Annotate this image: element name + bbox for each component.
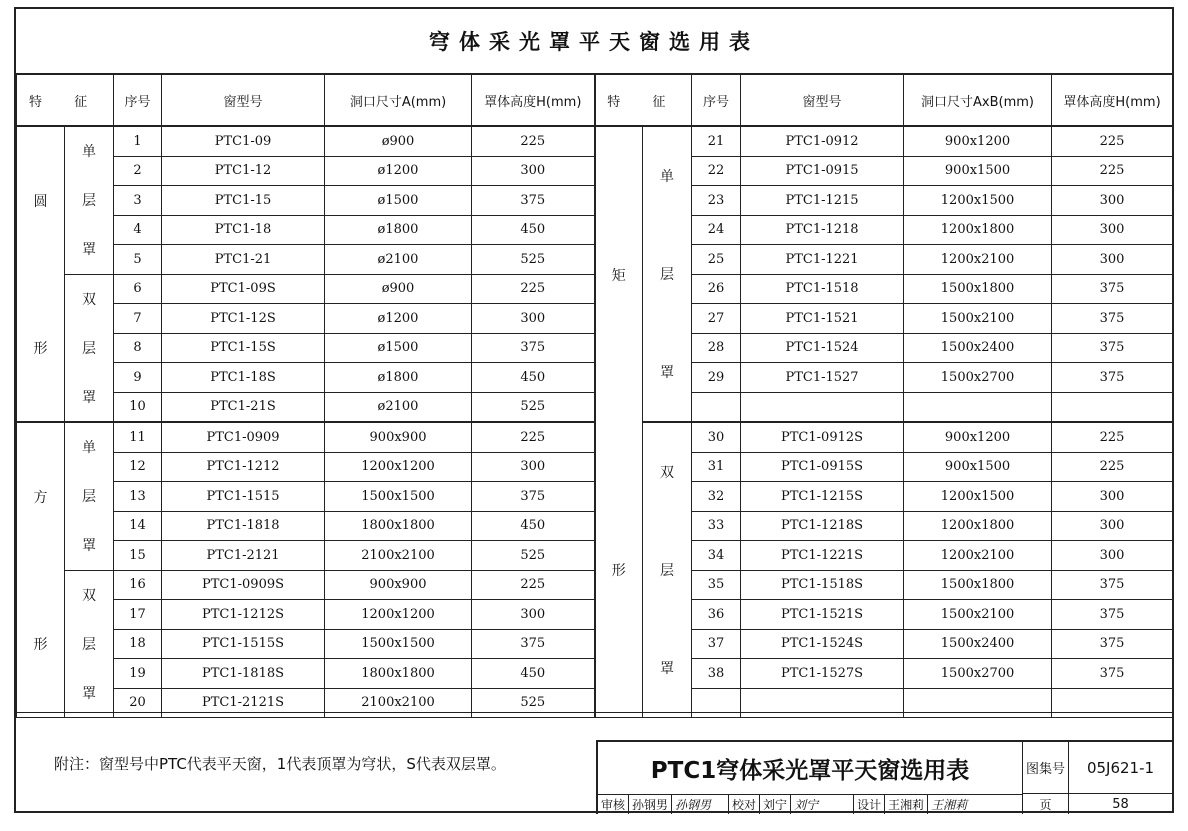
seq-cell: 18 xyxy=(114,629,162,659)
seq-cell: 19 xyxy=(114,659,162,689)
model-cell: PTC1-2121 xyxy=(162,541,325,571)
layer-label-char: 单 xyxy=(660,169,675,185)
shape-label-char: 矩 xyxy=(611,267,626,284)
shape-label xyxy=(595,126,643,718)
seq-cell: 7 xyxy=(114,304,162,334)
height-cell: 375 xyxy=(1052,333,1173,363)
header-height-left: 罩体高度H(mm) xyxy=(472,75,595,127)
model-cell: PTC1-1818 xyxy=(162,511,325,541)
layer-label xyxy=(643,422,692,718)
height-cell: 375 xyxy=(472,482,595,512)
seq-cell: 3 xyxy=(114,186,162,216)
height-cell: 300 xyxy=(472,600,595,630)
height-cell: 375 xyxy=(1052,274,1173,304)
layer-label-text xyxy=(65,571,113,718)
model-cell: PTC1-0909S xyxy=(162,570,325,600)
model-cell: PTC1-0912S xyxy=(741,422,904,452)
seq-cell: 22 xyxy=(692,156,741,186)
height-cell: 300 xyxy=(1052,541,1173,571)
seq-cell: 38 xyxy=(692,659,741,689)
seq-cell: 33 xyxy=(692,511,741,541)
header-seq-right: 序号 xyxy=(692,75,741,127)
shape-label-char: 形 xyxy=(33,636,48,653)
model-cell xyxy=(741,392,904,422)
layer-label-char: 罩 xyxy=(82,242,96,259)
height-cell: 300 xyxy=(1052,215,1173,245)
shape-label xyxy=(17,422,65,718)
signature-row xyxy=(598,794,1023,814)
model-cell: PTC1-09S xyxy=(162,274,325,304)
size-cell: 1500x2400 xyxy=(904,629,1052,659)
height-cell: 375 xyxy=(1052,659,1173,689)
header-row xyxy=(17,75,1173,127)
seq-cell: 29 xyxy=(692,363,741,393)
layer-label-char: 双 xyxy=(82,587,96,604)
height-cell: 375 xyxy=(472,629,595,659)
layer-label-char: 单 xyxy=(82,144,96,161)
seq-cell: 27 xyxy=(692,304,741,334)
reviewer-name: 孙钢男 xyxy=(629,795,672,814)
height-cell: 375 xyxy=(1052,304,1173,334)
shape-label-char: 圆 xyxy=(33,193,48,210)
height-cell: 300 xyxy=(472,452,595,482)
selection-table xyxy=(16,74,1173,718)
height-cell: 225 xyxy=(472,570,595,600)
model-cell: PTC1-21S xyxy=(162,392,325,422)
designer-name: 王湘莉 xyxy=(885,795,928,814)
model-cell: PTC1-1215S xyxy=(741,482,904,512)
table-title: 穹体采光罩平天窗选用表 xyxy=(16,9,1172,74)
layer-label-char: 层 xyxy=(82,489,96,506)
model-cell: PTC1-1527 xyxy=(741,363,904,393)
seq-cell: 6 xyxy=(114,274,162,304)
height-cell: 225 xyxy=(1052,126,1173,156)
layer-label-char: 罩 xyxy=(82,685,96,702)
checker-signature: 刘宁 xyxy=(791,795,854,814)
seq-cell: 34 xyxy=(692,541,741,571)
model-cell: PTC1-18S xyxy=(162,363,325,393)
layer-label-char: 层 xyxy=(82,636,96,653)
size-cell: ø2100 xyxy=(325,392,472,422)
height-cell: 300 xyxy=(472,304,595,334)
seq-cell xyxy=(692,392,741,422)
size-cell: 900x1200 xyxy=(904,126,1052,156)
size-cell xyxy=(904,392,1052,422)
footer-area xyxy=(16,712,1172,813)
size-cell: 1200x1500 xyxy=(904,186,1052,216)
layer-label-char: 罩 xyxy=(660,661,675,677)
model-cell: PTC1-1218S xyxy=(741,511,904,541)
header-size-right: 洞口尺寸AxB(mm) xyxy=(904,75,1052,127)
size-cell: 1500x2700 xyxy=(904,659,1052,689)
shape-label-char: 方 xyxy=(33,489,48,506)
size-cell: ø1800 xyxy=(325,215,472,245)
shape-label-text xyxy=(596,127,643,717)
height-cell xyxy=(1052,392,1173,422)
height-cell: 450 xyxy=(472,659,595,689)
height-cell: 225 xyxy=(1052,156,1173,186)
size-cell: 2100x2100 xyxy=(325,541,472,571)
seq-cell: 35 xyxy=(692,570,741,600)
seq-cell: 31 xyxy=(692,452,741,482)
shape-label-text xyxy=(17,127,64,421)
table-body xyxy=(17,75,1173,718)
seq-cell: 14 xyxy=(114,511,162,541)
header-seq-left: 序号 xyxy=(114,75,162,127)
height-cell: 300 xyxy=(1052,511,1173,541)
layer-label-text xyxy=(643,127,691,421)
reviewer-signature: 孙钢男 xyxy=(672,795,729,814)
drawing-sheet xyxy=(14,7,1174,813)
layer-label-char: 层 xyxy=(82,193,96,210)
size-cell: 900x900 xyxy=(325,422,472,452)
model-cell: PTC1-2121S xyxy=(162,688,325,718)
page-number: 58 xyxy=(1112,796,1129,812)
size-cell: ø900 xyxy=(325,126,472,156)
size-cell: ø1200 xyxy=(325,304,472,334)
height-cell: 375 xyxy=(1052,600,1173,630)
model-cell: PTC1-21 xyxy=(162,245,325,275)
height-cell: 450 xyxy=(472,511,595,541)
size-cell: 1200x2100 xyxy=(904,245,1052,275)
model-cell: PTC1-1521S xyxy=(741,600,904,630)
shape-label xyxy=(17,126,65,422)
layer-label-char: 层 xyxy=(82,340,96,357)
design-label: 设计 xyxy=(854,795,885,814)
height-cell: 225 xyxy=(1052,452,1173,482)
size-cell: 1500x2700 xyxy=(904,363,1052,393)
shape-label-text xyxy=(17,423,64,717)
size-cell: 1200x1200 xyxy=(325,452,472,482)
layer-label-text xyxy=(65,275,113,422)
seq-cell: 5 xyxy=(114,245,162,275)
page-label: 页 xyxy=(1023,794,1069,814)
seq-cell: 25 xyxy=(692,245,741,275)
title-block xyxy=(596,740,1172,814)
seq-cell: 2 xyxy=(114,156,162,186)
seq-cell: 9 xyxy=(114,363,162,393)
layer-label-text xyxy=(65,127,113,274)
model-cell: PTC1-09 xyxy=(162,126,325,156)
header-feature-left: 特 征 xyxy=(17,75,114,127)
model-cell: PTC1-18 xyxy=(162,215,325,245)
seq-cell: 11 xyxy=(114,422,162,452)
layer-label xyxy=(643,126,692,422)
height-cell: 225 xyxy=(472,274,595,304)
model-cell: PTC1-1521 xyxy=(741,304,904,334)
model-cell: PTC1-1524S xyxy=(741,629,904,659)
atlas-number: 05J621-1 xyxy=(1069,742,1172,794)
size-cell: 1200x2100 xyxy=(904,541,1052,571)
check-label: 校对 xyxy=(729,795,760,814)
shape-label-char: 形 xyxy=(33,340,48,357)
seq-cell: 15 xyxy=(114,541,162,571)
size-cell: 1500x2100 xyxy=(904,304,1052,334)
size-cell: 900x900 xyxy=(325,570,472,600)
model-cell: PTC1-1221S xyxy=(741,541,904,571)
seq-cell: 32 xyxy=(692,482,741,512)
model-cell: PTC1-1515 xyxy=(162,482,325,512)
height-cell: 525 xyxy=(472,245,595,275)
size-cell: 1500x2400 xyxy=(904,333,1052,363)
model-cell: PTC1-1818S xyxy=(162,659,325,689)
size-cell: 1200x1500 xyxy=(904,482,1052,512)
size-cell: ø1500 xyxy=(325,186,472,216)
table-row xyxy=(17,126,1173,156)
model-cell: PTC1-15 xyxy=(162,186,325,216)
seq-cell: 17 xyxy=(114,600,162,630)
size-cell: ø1500 xyxy=(325,333,472,363)
layer-label xyxy=(65,570,114,718)
model-cell: PTC1-12 xyxy=(162,156,325,186)
layer-label-char: 层 xyxy=(660,267,675,283)
height-cell: 525 xyxy=(472,392,595,422)
height-cell: 300 xyxy=(1052,482,1173,512)
seq-cell: 12 xyxy=(114,452,162,482)
size-cell: 1200x1200 xyxy=(325,600,472,630)
size-cell: 2100x2100 xyxy=(325,688,472,718)
model-cell: PTC1-1527S xyxy=(741,659,904,689)
height-cell: 375 xyxy=(472,333,595,363)
header-size-left: 洞口尺寸A(mm) xyxy=(325,75,472,127)
size-cell: 900x1500 xyxy=(904,452,1052,482)
seq-cell: 37 xyxy=(692,629,741,659)
shape-label-char: 形 xyxy=(611,562,626,579)
seq-cell: 21 xyxy=(692,126,741,156)
model-cell: PTC1-1215 xyxy=(741,186,904,216)
footnote: 附注：窗型号中PTC代表平天窗，1代表顶罩为穹状，S代表双层罩。 xyxy=(54,755,506,773)
layer-label xyxy=(65,126,114,274)
model-cell: PTC1-1524 xyxy=(741,333,904,363)
size-cell: ø2100 xyxy=(325,245,472,275)
size-cell: ø1200 xyxy=(325,156,472,186)
height-cell: 525 xyxy=(472,541,595,571)
size-cell: 1800x1800 xyxy=(325,659,472,689)
layer-label xyxy=(65,274,114,422)
size-cell: ø1800 xyxy=(325,363,472,393)
model-cell: PTC1-1218 xyxy=(741,215,904,245)
height-cell: 450 xyxy=(472,363,595,393)
size-cell: 1500x1500 xyxy=(325,482,472,512)
size-cell: 900x1200 xyxy=(904,422,1052,452)
seq-cell: 28 xyxy=(692,333,741,363)
seq-cell: 30 xyxy=(692,422,741,452)
model-cell: PTC1-0915S xyxy=(741,452,904,482)
model-cell: PTC1-1515S xyxy=(162,629,325,659)
seq-cell: 1 xyxy=(114,126,162,156)
size-cell: 1200x1800 xyxy=(904,511,1052,541)
seq-cell: 26 xyxy=(692,274,741,304)
layer-label-text xyxy=(65,423,113,570)
size-cell: 900x1500 xyxy=(904,156,1052,186)
layer-label xyxy=(65,422,114,570)
seq-cell: 8 xyxy=(114,333,162,363)
height-cell: 300 xyxy=(472,156,595,186)
height-cell: 300 xyxy=(1052,245,1173,275)
seq-cell: 36 xyxy=(692,600,741,630)
model-cell: PTC1-12S xyxy=(162,304,325,334)
height-cell: 300 xyxy=(1052,186,1173,216)
size-cell: 1800x1800 xyxy=(325,511,472,541)
model-cell: PTC1-0915 xyxy=(741,156,904,186)
model-cell: PTC1-15S xyxy=(162,333,325,363)
layer-label-char: 层 xyxy=(660,563,675,579)
seq-cell: 13 xyxy=(114,482,162,512)
seq-cell: 23 xyxy=(692,186,741,216)
checker-name: 刘宁 xyxy=(760,795,791,814)
layer-label-char: 单 xyxy=(82,440,96,457)
model-cell: PTC1-1212S xyxy=(162,600,325,630)
size-cell: 1200x1800 xyxy=(904,215,1052,245)
header-model-left: 窗型号 xyxy=(162,75,325,127)
model-cell: PTC1-0909 xyxy=(162,422,325,452)
model-cell: PTC1-1518S xyxy=(741,570,904,600)
seq-cell: 24 xyxy=(692,215,741,245)
height-cell: 525 xyxy=(472,688,595,718)
height-cell: 225 xyxy=(472,126,595,156)
layer-label-char: 双 xyxy=(660,465,675,481)
model-cell: PTC1-1221 xyxy=(741,245,904,275)
header-model-right: 窗型号 xyxy=(741,75,904,127)
seq-cell: 4 xyxy=(114,215,162,245)
size-cell: 1500x1800 xyxy=(904,274,1052,304)
layer-label-char: 罩 xyxy=(82,389,96,406)
model-cell: PTC1-1518 xyxy=(741,274,904,304)
model-cell: PTC1-0912 xyxy=(741,126,904,156)
title-block-title: PTC1穹体采光罩平天窗选用表 xyxy=(598,742,1023,794)
size-cell: 1500x2100 xyxy=(904,600,1052,630)
header-height-right: 罩体高度H(mm) xyxy=(1052,75,1173,127)
height-cell: 225 xyxy=(472,422,595,452)
header-feature-right: 特 征 xyxy=(595,75,692,127)
size-cell: 1500x1800 xyxy=(904,570,1052,600)
layer-label-text xyxy=(643,423,691,717)
model-cell: PTC1-1212 xyxy=(162,452,325,482)
height-cell: 225 xyxy=(1052,422,1173,452)
seq-cell: 16 xyxy=(114,570,162,600)
review-label: 审核 xyxy=(598,795,629,814)
layer-label-char: 双 xyxy=(82,291,96,308)
seq-cell: 10 xyxy=(114,392,162,422)
height-cell: 375 xyxy=(1052,570,1173,600)
atlas-label: 图集号 xyxy=(1023,742,1069,794)
designer-signature: 王湘莉 xyxy=(931,798,968,812)
size-cell: ø900 xyxy=(325,274,472,304)
height-cell: 375 xyxy=(472,186,595,216)
height-cell: 450 xyxy=(472,215,595,245)
height-cell: 375 xyxy=(1052,363,1173,393)
seq-cell: 20 xyxy=(114,688,162,718)
size-cell: 1500x1500 xyxy=(325,629,472,659)
layer-label-char: 罩 xyxy=(82,538,96,555)
height-cell: 375 xyxy=(1052,629,1173,659)
layer-label-char: 罩 xyxy=(660,365,675,381)
